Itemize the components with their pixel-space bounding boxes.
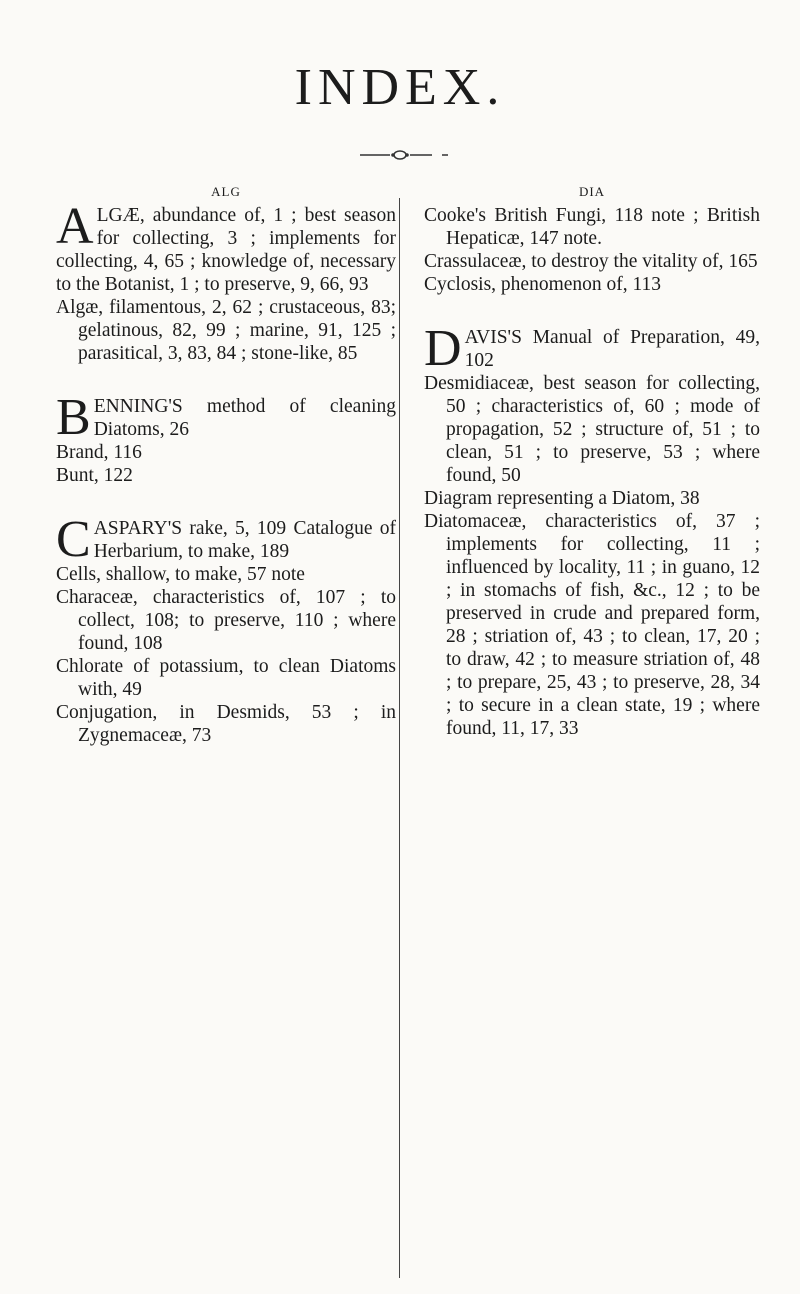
index-entry: [424, 487, 760, 510]
running-head-right: DIA: [578, 184, 606, 199]
drop-cap: B: [56, 395, 91, 441]
index-entry: [424, 372, 760, 487]
index-entry: [56, 395, 396, 441]
index-entry: [424, 204, 760, 250]
entry-text: Diagram representing a Diatom, 38: [424, 488, 700, 509]
drop-cap: D: [424, 326, 462, 372]
index-entry: [424, 510, 760, 740]
index-entry: [56, 517, 396, 563]
entry-text: Cooke's British Fungi, 118 note ; British Hepaticæ, 147 note.: [424, 205, 760, 249]
left-entries: [56, 204, 396, 747]
index-entry: [56, 586, 396, 655]
index-entry: [56, 296, 396, 365]
entry-text: Brand, 116: [56, 442, 142, 463]
entry-text: Cells, shallow, to make, 57 note: [56, 564, 305, 585]
entry-text: Diatomaceæ, characteristics of, 37 ; implements for collecting, 11 ; influenced by locality, 11 ; in guano, 12 ; in stomachs of fish, &c., 12 ; to be preserved in crude and prepared form, 28 ; striation of, 43 ; to clean, 17, 20 ; to draw, 42 ; to measure striation of, 48 ; to prepare, 25, 43 ; to preserve, 28, 34 ; to secure in a clean state, 19 ; where found, 11, 17, 33: [424, 511, 760, 739]
entry-text: ASPARY'S rake, 5, 109 Catalogue of Herbarium, to make, 189: [93, 518, 396, 562]
drop-cap: C: [56, 517, 91, 563]
running-head-left: ALG: [211, 184, 241, 199]
entry-text: Bunt, 122: [56, 465, 133, 486]
entry-text: Cyclosis, phenomenon of, 113: [424, 274, 662, 295]
entry-text: Characeæ, characteristics of, 107 ; to collect, 108; to preserve, 110 ; where found, 108: [56, 587, 396, 654]
entry-text: ENNING'S method of cleaning Diatoms, 26: [93, 396, 396, 440]
index-entry: [56, 701, 396, 747]
entry-text: AVIS'S Manual of Preparation, 49, 102: [464, 327, 760, 371]
index-entry: [56, 441, 396, 464]
column-divider: [399, 198, 400, 1278]
entry-text: LGÆ, abundance of, 1 ; best season for collecting, 3 ; implements for collecting, 4, 65 ; knowledge of, necessary to the Botanist, 1 ; to preserve, 9, 66, 93: [56, 205, 396, 295]
index-entry: [56, 204, 396, 296]
entry-text: Desmidiaceæ, best season for collecting, 50 ; characteristics of, 60 ; mode of propagation, 52 ; structure of, 51 ; to clean, 51 ; to preserve, 53 ; where found, 50: [424, 373, 760, 486]
index-entry: [424, 326, 760, 372]
entry-text: Conjugation, in Desmids, 53 ; in Zygnemaceæ, 73: [56, 702, 396, 746]
right-column: [424, 180, 760, 740]
page-title: INDEX.: [294, 59, 506, 116]
index-entry: [424, 273, 760, 296]
drop-cap: A: [56, 204, 94, 255]
entry-text: Crassulaceæ, to destroy the vitality of, 165: [424, 251, 758, 272]
index-entry: [56, 563, 396, 586]
index-entry: [424, 250, 760, 273]
ornament-divider: [360, 148, 450, 162]
entry-text: Chlorate of potassium, to clean Diatoms with, 49: [56, 656, 396, 700]
left-column: [56, 180, 396, 747]
right-entries: [424, 204, 760, 740]
index-entry: [56, 655, 396, 701]
index-entry: [56, 464, 396, 487]
entry-text: Algæ, filamentous, 2, 62 ; crustaceous, 83; gelatinous, 82, 99 ; marine, 91, 125 ; parasitical, 3, 83, 84 ; stone-like, 85: [56, 297, 396, 364]
